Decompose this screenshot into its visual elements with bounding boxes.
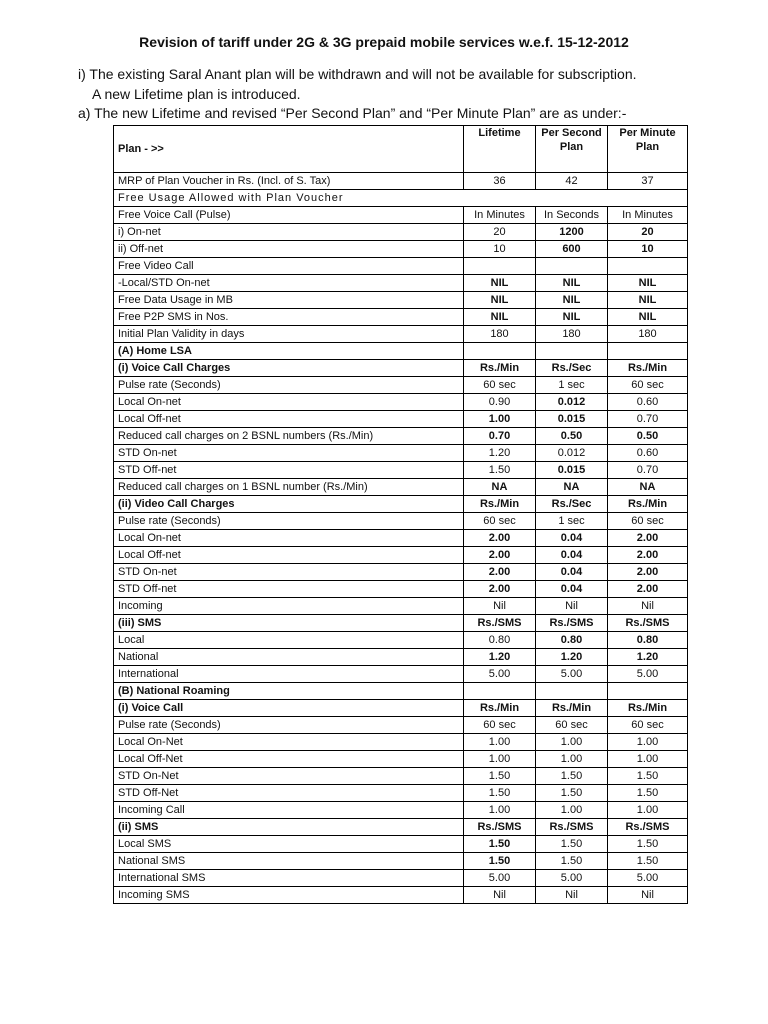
row-label: Free Voice Call (Pulse) [114,207,464,224]
lifetime-value: NA [464,479,536,496]
section-label: (i) Voice Call [114,700,464,717]
lifetime-value: 180 [464,326,536,343]
per-second-value: NIL [536,275,608,292]
per-second-value: 0.012 [536,445,608,462]
lifetime-value: 5.00 [464,870,536,887]
per-minute-value: Rs./SMS [608,615,688,632]
per-minute-value: 60 sec [608,717,688,734]
per-minute-value: 1.00 [608,734,688,751]
per-second-value: 0.012 [536,394,608,411]
table-row [114,853,688,870]
per-minute-value: 0.60 [608,445,688,462]
per-minute-value: In Minutes [608,207,688,224]
lifetime-value [464,683,536,700]
per-second-value: Rs./SMS [536,819,608,836]
table-row [114,224,688,241]
per-second-value: 0.80 [536,632,608,649]
table-row [114,564,688,581]
per-second-value: Rs./Sec [536,496,608,513]
table-row [114,632,688,649]
per-minute-value [608,258,688,275]
lifetime-value: 1.50 [464,768,536,785]
section-label: (iii) SMS [114,615,464,632]
header-lifetime: Lifetime [464,126,536,173]
per-minute-value: 180 [608,326,688,343]
per-minute-value: 5.00 [608,666,688,683]
per-minute-value: 1.00 [608,802,688,819]
row-label: International SMS [114,870,464,887]
per-second-value: 1200 [536,224,608,241]
lifetime-value: Rs./SMS [464,819,536,836]
tariff-table [113,125,688,904]
section-label: (A) Home LSA [114,343,464,360]
section-label: (B) National Roaming [114,683,464,700]
lifetime-value: NIL [464,292,536,309]
row-label: Free P2P SMS in Nos. [114,309,464,326]
per-minute-value: 0.50 [608,428,688,445]
row-label: Local Off-net [114,547,464,564]
lifetime-value: 60 sec [464,377,536,394]
lifetime-value: 60 sec [464,717,536,734]
table-row [114,258,688,275]
per-second-value: 5.00 [536,870,608,887]
table-row [114,734,688,751]
per-second-value: NA [536,479,608,496]
table-header-row [114,126,688,173]
table-row [114,547,688,564]
per-minute-value: 1.00 [608,751,688,768]
per-minute-value: 60 sec [608,377,688,394]
per-second-value: Nil [536,887,608,904]
per-minute-value: Nil [608,887,688,904]
table-row [114,530,688,547]
row-label: STD On-net [114,564,464,581]
lifetime-value: 36 [464,173,536,190]
section-row [114,819,688,836]
per-minute-value: 0.60 [608,394,688,411]
per-minute-value: 5.00 [608,870,688,887]
per-minute-value: 0.70 [608,462,688,479]
row-label: Pulse rate (Seconds) [114,717,464,734]
lifetime-value: Rs./SMS [464,615,536,632]
row-label: -Local/STD On-net [114,275,464,292]
header-plan: Plan - >> [114,126,464,173]
per-minute-value: 2.00 [608,530,688,547]
section-row [114,683,688,700]
lifetime-value: 0.90 [464,394,536,411]
table-row [114,326,688,343]
lifetime-value: 1.20 [464,649,536,666]
intro-line-new-plan: A new Lifetime plan is introduced. [92,86,301,102]
per-second-value [536,258,608,275]
per-minute-value: 60 sec [608,513,688,530]
per-second-value: Nil [536,598,608,615]
row-label: Free Usage Allowed with Plan Voucher [114,190,688,207]
lifetime-value: 1.00 [464,751,536,768]
per-minute-value: 1.50 [608,768,688,785]
section-row [114,700,688,717]
table-row [114,445,688,462]
per-minute-value: Nil [608,598,688,615]
lifetime-value: 2.00 [464,564,536,581]
per-minute-value: NIL [608,292,688,309]
per-minute-value: 1.20 [608,649,688,666]
row-label: STD On-net [114,445,464,462]
per-minute-value: 20 [608,224,688,241]
per-second-value: 0.04 [536,530,608,547]
table-row [114,581,688,598]
per-second-value: 1.00 [536,802,608,819]
table-row [114,513,688,530]
table-row [114,751,688,768]
row-label: i) On-net [114,224,464,241]
intro-line-withdrawal: i) The existing Saral Anant plan will be withdrawn and will not be available for subscription. [78,66,637,82]
per-second-value: 0.50 [536,428,608,445]
per-second-value: 42 [536,173,608,190]
per-second-value: 1.50 [536,836,608,853]
per-minute-value: 1.50 [608,785,688,802]
section-label: (ii) Video Call Charges [114,496,464,513]
table-row [114,649,688,666]
row-label: Free Video Call [114,258,464,275]
table-row [114,275,688,292]
section-row [114,615,688,632]
per-second-value: NIL [536,292,608,309]
lifetime-value: 20 [464,224,536,241]
per-minute-value: Rs./Min [608,700,688,717]
lifetime-value: 1.50 [464,836,536,853]
per-minute-value [608,343,688,360]
row-label: STD Off-net [114,462,464,479]
lifetime-value: NIL [464,275,536,292]
lifetime-value: NIL [464,309,536,326]
section-row [114,496,688,513]
table-row [114,785,688,802]
lifetime-value: 2.00 [464,547,536,564]
per-second-value: 1 sec [536,513,608,530]
per-minute-value: 1.50 [608,853,688,870]
lifetime-value: 5.00 [464,666,536,683]
per-second-value: NIL [536,309,608,326]
table-row [114,428,688,445]
per-second-value: 1.00 [536,751,608,768]
table-row [114,462,688,479]
per-minute-value: 2.00 [608,581,688,598]
row-label: Free Data Usage in MB [114,292,464,309]
per-minute-value: Rs./Min [608,360,688,377]
per-second-value: 60 sec [536,717,608,734]
table-row [114,190,688,207]
per-second-value: 5.00 [536,666,608,683]
lifetime-value: 1.20 [464,445,536,462]
tariff-table-body [114,173,688,904]
row-label: Local Off-Net [114,751,464,768]
row-label: Local On-net [114,530,464,547]
per-minute-value: Rs./Min [608,496,688,513]
per-second-value: 0.04 [536,547,608,564]
table-row [114,411,688,428]
lifetime-value: Nil [464,887,536,904]
lifetime-value [464,258,536,275]
section-label: (i) Voice Call Charges [114,360,464,377]
row-label: Local On-net [114,394,464,411]
table-row [114,802,688,819]
table-row [114,768,688,785]
row-label: Incoming Call [114,802,464,819]
section-row [114,360,688,377]
per-second-value: 1.50 [536,785,608,802]
table-row [114,309,688,326]
row-label: MRP of Plan Voucher in Rs. (Incl. of S. Tax) [114,173,464,190]
per-second-value: 180 [536,326,608,343]
per-minute-value: 0.70 [608,411,688,428]
table-row [114,666,688,683]
section-label: (ii) SMS [114,819,464,836]
table-row [114,479,688,496]
table-row [114,292,688,309]
lifetime-value: 1.00 [464,734,536,751]
per-second-value: Rs./Sec [536,360,608,377]
document-title: Revision of tariff under 2G & 3G prepaid mobile services w.e.f. 15-12-2012 [139,34,629,50]
lifetime-value: Rs./Min [464,496,536,513]
header-per-second-plan: Per Second Plan [536,126,608,173]
intro-line-plans-list: a) The new Lifetime and revised “Per Second Plan” and “Per Minute Plan” are as under:- [78,105,627,121]
lifetime-value: 60 sec [464,513,536,530]
row-label: International [114,666,464,683]
table-row [114,207,688,224]
row-label: National [114,649,464,666]
per-second-value: Rs./SMS [536,615,608,632]
per-second-value: 1.50 [536,853,608,870]
row-label: Reduced call charges on 2 BSNL numbers (Rs./Min) [114,428,464,445]
lifetime-value: 0.80 [464,632,536,649]
per-second-value: 1.00 [536,734,608,751]
row-label: STD Off-net [114,581,464,598]
per-minute-value: 37 [608,173,688,190]
table-row [114,173,688,190]
table-row [114,887,688,904]
row-label: Local On-Net [114,734,464,751]
header-per-minute-plan: Per Minute Plan [608,126,688,173]
lifetime-value: 1.50 [464,462,536,479]
per-minute-value [608,683,688,700]
lifetime-value: 1.00 [464,411,536,428]
per-minute-value: 2.00 [608,564,688,581]
section-row [114,343,688,360]
table-row [114,870,688,887]
per-second-value: Rs./Min [536,700,608,717]
per-second-value: 600 [536,241,608,258]
row-label: National SMS [114,853,464,870]
lifetime-value: 1.50 [464,785,536,802]
row-label: ii) Off-net [114,241,464,258]
row-label: Pulse rate (Seconds) [114,513,464,530]
row-label: Initial Plan Validity in days [114,326,464,343]
per-second-value [536,343,608,360]
per-minute-value: NIL [608,309,688,326]
per-minute-value: NA [608,479,688,496]
row-label: Incoming SMS [114,887,464,904]
lifetime-value: In Minutes [464,207,536,224]
row-label: STD On-Net [114,768,464,785]
table-row [114,377,688,394]
table-row [114,241,688,258]
lifetime-value: 2.00 [464,581,536,598]
per-minute-value: NIL [608,275,688,292]
row-label: Local SMS [114,836,464,853]
lifetime-value [464,343,536,360]
row-label: Pulse rate (Seconds) [114,377,464,394]
per-minute-value: 10 [608,241,688,258]
per-second-value: 0.04 [536,581,608,598]
per-minute-value: 2.00 [608,547,688,564]
per-minute-value: 0.80 [608,632,688,649]
row-label: Reduced call charges on 1 BSNL number (Rs./Min) [114,479,464,496]
lifetime-value: 10 [464,241,536,258]
per-second-value: In Seconds [536,207,608,224]
row-label: Local Off-net [114,411,464,428]
lifetime-value: 0.70 [464,428,536,445]
per-second-value: 1.50 [536,768,608,785]
table-row [114,717,688,734]
table-row [114,394,688,411]
per-second-value [536,683,608,700]
per-minute-value: 1.50 [608,836,688,853]
table-row [114,836,688,853]
lifetime-value: Rs./Min [464,700,536,717]
per-second-value: 1 sec [536,377,608,394]
table-row [114,598,688,615]
per-second-value: 0.015 [536,462,608,479]
per-second-value: 1.20 [536,649,608,666]
lifetime-value: 1.00 [464,802,536,819]
lifetime-value: Rs./Min [464,360,536,377]
lifetime-value: 2.00 [464,530,536,547]
row-label: STD Off-Net [114,785,464,802]
per-minute-value: Rs./SMS [608,819,688,836]
lifetime-value: Nil [464,598,536,615]
row-label: Local [114,632,464,649]
per-second-value: 0.04 [536,564,608,581]
lifetime-value: 1.50 [464,853,536,870]
per-second-value: 0.015 [536,411,608,428]
row-label: Incoming [114,598,464,615]
